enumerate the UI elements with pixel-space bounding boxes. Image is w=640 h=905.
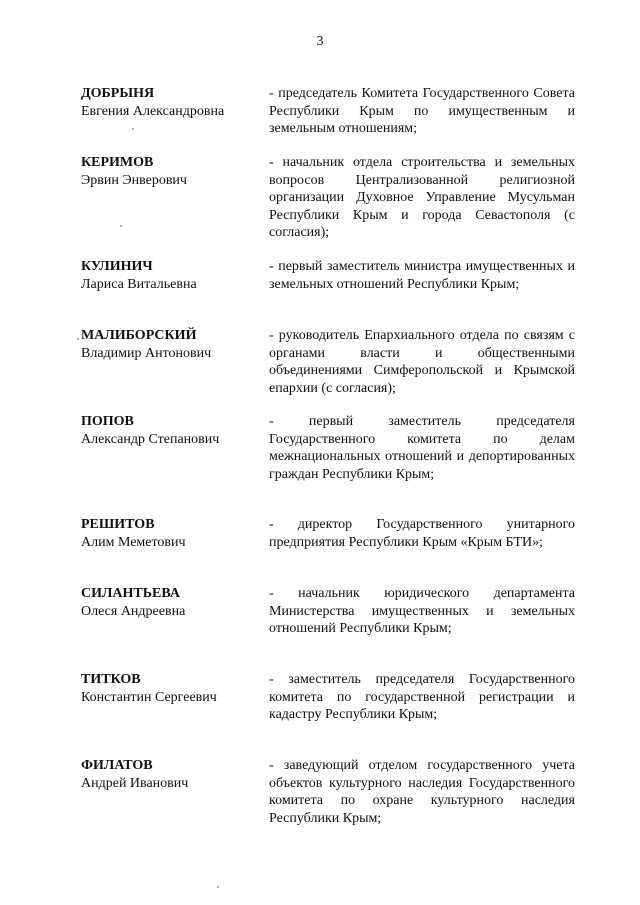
member-role: - первый заместитель председателя Государственного комитета по делам межнациональных отношений и депортированных граждан Республики Крым; (269, 414, 575, 482)
member-surname: ТИТКОВ (81, 672, 141, 687)
member-given-names: Константин Сергеевич (81, 689, 217, 705)
scan-speck (217, 886, 219, 888)
member-given-names: Олеся Андреевна (81, 603, 186, 619)
member-given-names: Эрвин Энверович (81, 172, 187, 188)
scan-speck (77, 338, 79, 340)
member-surname: ДОБРЫНЯ (81, 86, 155, 101)
member-role: - председатель Комитета Государственного Совета Республики Крым по имущественным и земельным отношениям; (269, 86, 575, 136)
member-given-names: Евгения Александровна (81, 103, 225, 119)
page-number: 3 (316, 34, 324, 49)
member-name-block (81, 154, 261, 189)
member-surname: КЕРИМОВ (81, 155, 154, 170)
member-role: - заведующий отделом государственного учета объектов культурного наследия Государственного комитета по охране культурного наследия Республики Крым; (269, 758, 575, 826)
member-role: - руководитель Епархиального отдела по связям с органами власти и общественными объединениями Симферопольской и Крымской епархии (с согласия); (269, 328, 575, 396)
member-name-block (81, 585, 261, 620)
member-role: - заместитель председателя Государственного комитета по государственной регистрации и кадастру Республики Крым; (269, 672, 575, 722)
scan-speck (132, 128, 134, 130)
member-name-block (81, 85, 261, 120)
member-name-block (81, 757, 261, 792)
member-name-block (81, 258, 261, 293)
member-name-block (81, 327, 261, 362)
member-role: - начальник отдела строительства и земельных вопросов Централизованной религиозной организации Духовное Управление Мусульман Республики Крым и города Севастополя (с согласия); (269, 155, 575, 240)
member-name-block (81, 516, 261, 551)
member-given-names: Александр Степанович (81, 431, 220, 447)
member-given-names: Лариса Витальевна (81, 276, 197, 292)
member-given-names: Алим Меметович (81, 534, 186, 550)
member-surname: КУЛИНИЧ (81, 259, 153, 274)
member-surname: СИЛАНТЬЕВА (81, 586, 180, 601)
member-surname: МАЛИБОРСКИЙ (81, 328, 197, 343)
member-surname: РЕШИТОВ (81, 517, 155, 532)
member-role: - директор Государственного унитарного предприятия Республики Крым «Крым БТИ»; (269, 517, 575, 550)
member-name-block (81, 413, 261, 448)
scan-speck (120, 225, 122, 227)
member-given-names: Владимир Антонович (81, 345, 212, 361)
member-name-block (81, 671, 261, 706)
member-surname: ПОПОВ (81, 414, 134, 429)
member-given-names: Андрей Иванович (81, 775, 189, 791)
member-role: - начальник юридического департамента Министерства имущественных и земельных отношений Республики Крым; (269, 586, 575, 636)
member-surname: ФИЛАТОВ (81, 758, 153, 773)
member-role: - первый заместитель министра имущественных и земельных отношений Республики Крым; (269, 259, 575, 292)
